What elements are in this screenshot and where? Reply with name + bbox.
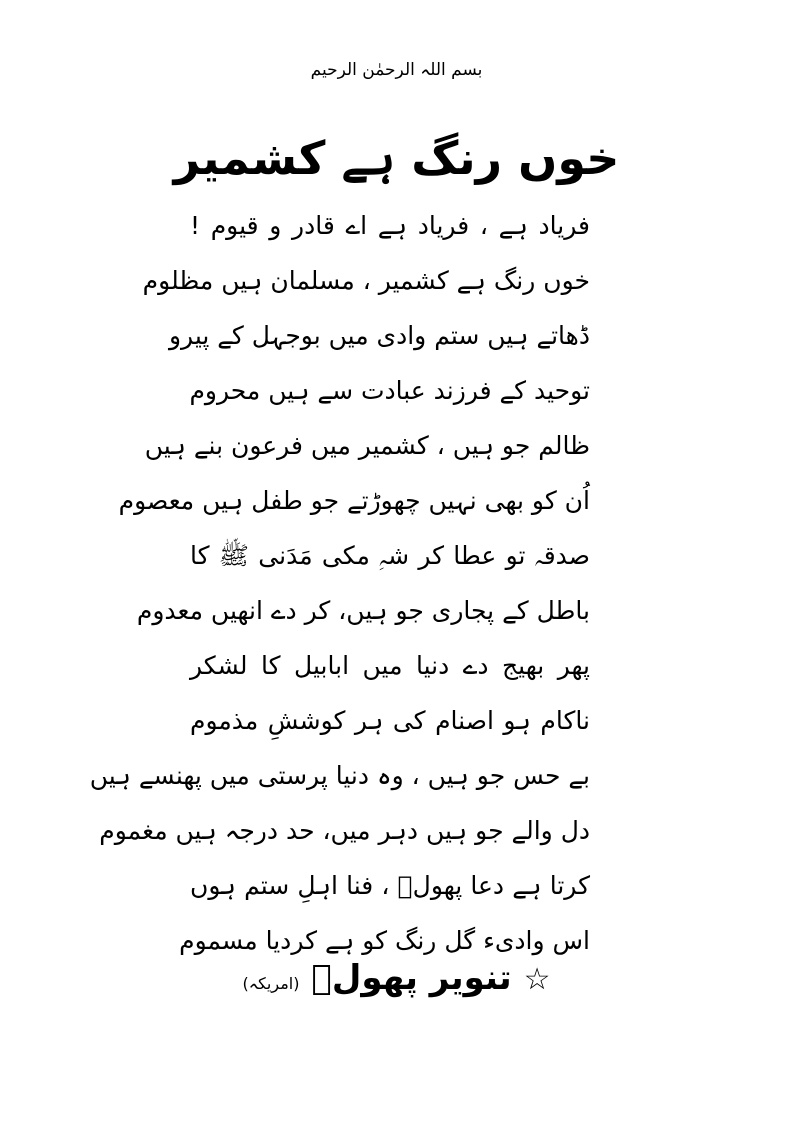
verse-line: ظالم جو ہیں ، کشمیر میں فرعون بنے ہیں	[144, 431, 590, 460]
verse-line: دل والے جو ہیں دہر میں، حد درجہ ہیں مغموم	[99, 816, 590, 845]
verse-line: ناکام ہو اصنام کی ہر کوششِ مذموم	[190, 706, 590, 735]
verse-line: باطل کے پجاری جو ہیں، کر دے انھیں معدوم	[136, 596, 590, 625]
verse-line: فریاد ہے ، فریاد ہے اے قادر و قیوم !	[190, 211, 590, 240]
verse-line: ڈھاتے ہیں ستم وادی میں بوجہل کے پیرو	[168, 321, 590, 350]
bismillah-heading: بسم اللہ الرحمٰن الرحیم	[310, 60, 483, 80]
verse-line: اُن کو بھی نہیں چھوڑتے جو طفل ہیں معصوم	[118, 486, 590, 515]
verse-line: صدقہ تو عطا کر شہِ مکی مَدَنی ﷺ کا	[190, 541, 590, 570]
verse-line: توحید کے فرزند عبادت سے ہیں محروم	[189, 376, 590, 405]
verse-line: بے حس جو ہیں ، وہ دنیا پرستی میں پھنسے ہیں	[89, 761, 590, 790]
verse-line: اس وادیء گل رنگ کو ہے کردیا مسموم	[179, 926, 590, 955]
poem-title: خوں رنگ ہے کشمیر	[173, 131, 620, 185]
author-signature	[0, 948, 793, 1014]
author-name: تنویر پھولؔ	[311, 958, 512, 998]
poem-body	[89, 198, 590, 968]
verse-line: پھر بھیج دے دنیا میں ابابیل کا لشکر	[190, 651, 590, 680]
verse-line: خوں رنگ ہے کشمیر ، مسلمان ہیں مظلوم	[142, 266, 590, 295]
star-icon: ☆	[523, 962, 551, 997]
author-location: (امریکہ)	[242, 974, 300, 993]
verse-line: کرتا ہے دعا پھولؔ ، فنا اہلِ ستم ہوں	[190, 871, 590, 900]
